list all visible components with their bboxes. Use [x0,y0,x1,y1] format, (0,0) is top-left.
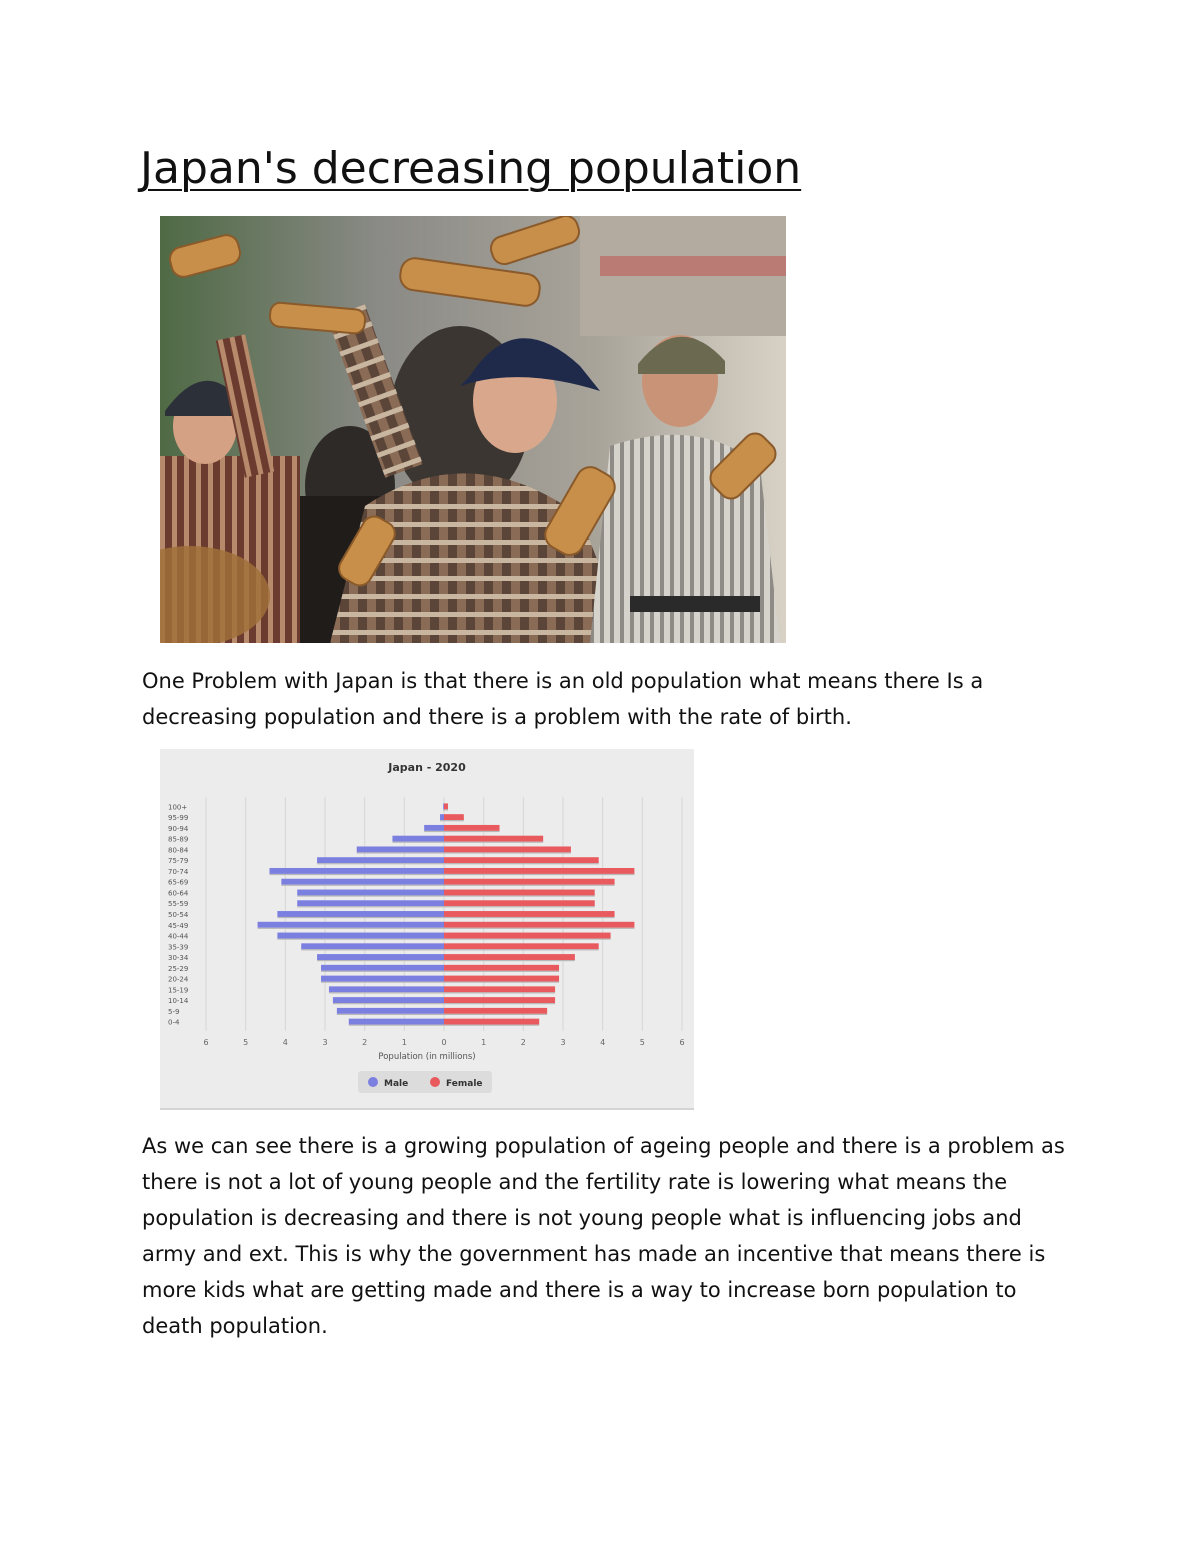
y-tick-label: 70-74 [168,867,189,876]
chart-x-tick-labels [203,1038,684,1047]
legend-label-female: Female [446,1079,483,1089]
x-tick-label: 5 [639,1038,645,1047]
bar-shadow [444,863,599,864]
bar-shadow [444,928,634,929]
bar-female [444,911,615,917]
x-tick-label: 3 [560,1038,566,1047]
bar-shadow [321,982,444,983]
bar-shadow [444,982,559,983]
bar-shadow [444,852,571,853]
bar-shadow [444,1025,539,1026]
x-tick-label: 4 [282,1038,288,1047]
bar-shadow [444,885,615,886]
bar-female [444,857,599,863]
legend-label-male: Male [384,1079,409,1089]
y-tick-label: 0-4 [168,1018,180,1027]
x-tick-label: 1 [401,1038,407,1047]
bar-female [444,976,559,982]
bar-male [333,997,444,1003]
legend-dot-icon [430,1077,440,1087]
bar-female [444,965,559,971]
chart-x-axis-label: Population (in millions) [378,1052,476,1062]
bar-male [321,976,444,982]
bar-shadow [444,949,599,950]
paragraph-intro: One Problem with Japan is that there is an old population what means there Is a decreasing population and there is a problem with the rate of birth. [142,669,984,729]
y-tick-label: 10-14 [168,997,189,1006]
x-tick-label: 3 [322,1038,328,1047]
bar-shadow [444,820,464,821]
y-tick-label: 20-24 [168,975,189,984]
bar-male [297,890,444,896]
bar-shadow [443,809,444,810]
bar-shadow [258,928,444,929]
bar-male [277,933,444,939]
bar-shadow [444,809,448,810]
bar-shadow [424,831,444,832]
bar-female [444,879,615,885]
bar-shadow [349,1025,444,1026]
bar-male [349,1019,444,1025]
chart-y-tick-labels [168,803,189,1026]
bar-male [357,846,444,852]
document-title: Japan's decreasing population [140,143,802,194]
bar-male [337,1008,444,1014]
x-tick-label: 2 [362,1038,368,1047]
x-tick-label: 2 [520,1038,526,1047]
bar-female [444,890,595,896]
bar-female [444,997,555,1003]
bar-male [297,900,444,906]
bar-shadow [444,906,595,907]
chart-title: Japan - 2020 [388,761,466,774]
bar-shadow [301,949,444,950]
bar-male [317,857,444,863]
y-tick-label: 100+ [168,803,188,812]
bar-shadow [444,917,615,918]
bar-shadow [317,960,444,961]
y-tick-label: 75-79 [168,857,189,866]
x-tick-label: 6 [679,1038,685,1047]
bar-shadow [277,938,444,939]
bar-female [444,868,634,874]
y-tick-label: 80-84 [168,846,189,855]
y-tick-label: 40-44 [168,932,189,941]
x-tick-label: 0 [441,1038,447,1047]
bar-female [444,1019,539,1025]
y-tick-label: 15-19 [168,986,189,995]
bar-shadow [440,820,444,821]
bar-male [301,943,444,949]
y-tick-label: 5-9 [168,1007,180,1016]
x-tick-label: 4 [600,1038,606,1047]
bar-male [269,868,444,874]
paragraph-analysis: As we can see there is a growing population of ageing people and there is a problem as there is not a lot of young people and the fertility rate is lowering what means the population is decreasing and there is not young people what is influencing jobs and army and ext. This is why the government has made an incentive that means there is more kids what are getting made and there is a way to increase born population to death population. [142,1134,1065,1338]
bar-female [444,922,634,928]
bar-male [277,911,444,917]
bar-shadow [329,992,444,993]
bar-female [444,825,500,831]
chart-svg [160,749,694,1108]
bar-shadow [444,938,611,939]
x-tick-label: 1 [481,1038,487,1047]
bar-female [444,986,555,992]
population-pyramid-chart [160,749,694,1110]
bar-shadow [444,831,500,832]
y-tick-label: 60-64 [168,889,189,898]
x-tick-label: 5 [243,1038,249,1047]
bar-shadow [321,971,444,972]
bar-male [258,922,444,928]
bar-female [444,814,464,820]
bar-female [444,1008,547,1014]
bar-male [440,814,444,820]
bar-shadow [444,960,575,961]
y-tick-label: 45-49 [168,921,189,930]
elderly-people-exercising-photo [160,216,786,643]
y-tick-label: 25-29 [168,964,189,973]
bar-shadow [297,895,444,896]
photo-illustration [160,216,786,643]
bar-female [444,933,611,939]
bar-male [281,879,444,885]
chart-legend [358,1071,492,1093]
bar-shadow [444,895,595,896]
legend-dot-icon [368,1077,378,1087]
y-tick-label: 30-34 [168,954,189,963]
bar-male [329,986,444,992]
bar-female [444,954,575,960]
bar-male [317,954,444,960]
bar-male [443,803,444,809]
bar-shadow [297,906,444,907]
bar-shadow [444,1003,555,1004]
bar-shadow [337,1014,444,1015]
bar-shadow [444,874,634,875]
y-tick-label: 85-89 [168,835,189,844]
bar-female [444,836,543,842]
bar-shadow [269,874,444,875]
bar-shadow [357,852,444,853]
bar-female [444,943,599,949]
x-tick-label: 6 [203,1038,209,1047]
bar-male [392,836,444,842]
bar-shadow [317,863,444,864]
y-tick-label: 35-39 [168,943,189,952]
bar-shadow [444,842,543,843]
bar-shadow [444,971,559,972]
bar-shadow [444,1014,547,1015]
bar-male [424,825,444,831]
y-tick-label: 50-54 [168,911,189,919]
chart-bars [258,803,635,1025]
y-tick-label: 65-69 [168,878,189,887]
bar-female [444,803,448,809]
bar-shadow [333,1003,444,1004]
y-tick-label: 95-99 [168,814,189,823]
y-tick-label: 55-59 [168,900,189,909]
bar-shadow [392,842,444,843]
y-tick-label: 90-94 [168,824,189,833]
bar-shadow [444,992,555,993]
bar-female [444,846,571,852]
bar-female [444,900,595,906]
bar-male [321,965,444,971]
bar-shadow [277,917,444,918]
bar-shadow [281,885,444,886]
